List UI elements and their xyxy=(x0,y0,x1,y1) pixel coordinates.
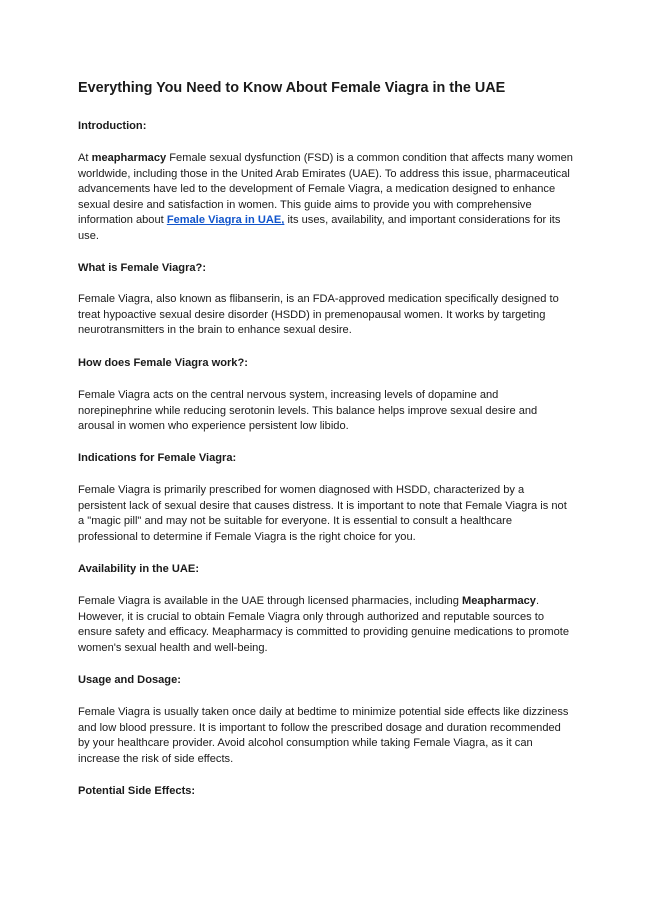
section-paragraph-availability xyxy=(78,594,573,656)
section-heading-indications: Indications for Female Viagra: xyxy=(78,452,237,464)
section-heading-side-effects: Potential Side Effects: xyxy=(78,785,196,797)
intro-text-middle: Female sexual dysfunction (FSD) is a common condition that affects many women worldwide, including those in the United Arab Emirates (UAE). To address this issue, pharmaceutical advancements have led to the development of Female Viagra, a medication designed to enhance sexual desire and satisfaction in women. This guide aims to provide you with comprehensive information about xyxy=(78,152,573,227)
section-heading-what-is: What is Female Viagra?: xyxy=(78,262,207,274)
availability-brand-name: Meapharmacy xyxy=(461,595,536,607)
document-title: Everything You Need to Know About Female Viagra in the UAE xyxy=(78,80,506,96)
section-paragraph-indications: Female Viagra is primarily prescribed for women diagnosed with HSDD, characterized by a persistent lack of sexual desire that causes distress. It is important to note that Female Viagra is not a "magic pill" and may not be suitable for everyone. It is essential to consult a healthcare professional to determine if Female Viagra is the right choice for you. xyxy=(78,484,567,543)
intro-text-end: its uses, availability, and important considerations for its use. xyxy=(78,214,561,242)
section-paragraph-usage-dosage: Female Viagra is usually taken once daily at bedtime to minimize potential side effects like dizziness and low blood pressure. It is important to follow the prescribed dosage and duration recommended by your healthcare provider. Avoid alcohol consumption while taking Female Viagra, as it can increase the risk of side effects. xyxy=(78,706,569,765)
intro-text-start: At xyxy=(78,152,92,164)
section-paragraph-what-is: Female Viagra, also known as flibanserin, is an FDA-approved medication specifically designed to treat hypoactive sexual desire disorder (HSDD) in premenopausal women. It works by targeting neurotransmitters in the brain to enhance sexual desire. xyxy=(78,293,559,337)
section-heading-how-it-works: How does Female Viagra work?: xyxy=(78,357,248,369)
intro-brand-name: meapharmacy xyxy=(91,152,167,164)
section-heading-availability: Availability in the UAE: xyxy=(78,563,200,575)
availability-text-start: Female Viagra is available in the UAE through licensed pharmacies, including xyxy=(78,595,462,607)
section-heading-introduction: Introduction: xyxy=(78,120,147,132)
availability-text-end: . However, it is crucial to obtain Female Viagra only through authorized and reputable sources to ensure safety and efficacy. Meapharmacy is committed to providing genuine medications to promote women's sexual health and well-being. xyxy=(78,595,570,654)
section-paragraph-how-it-works: Female Viagra acts on the central nervous system, increasing levels of dopamine and norepinephrine while reducing serotonin levels. This balance helps improve sexual desire and arousal in women who experience persistent low libido. xyxy=(78,389,538,433)
section-paragraph-introduction xyxy=(78,151,573,245)
female-viagra-uae-link[interactable]: Female Viagra in UAE, xyxy=(166,214,285,227)
section-heading-usage-dosage: Usage and Dosage: xyxy=(78,674,181,686)
